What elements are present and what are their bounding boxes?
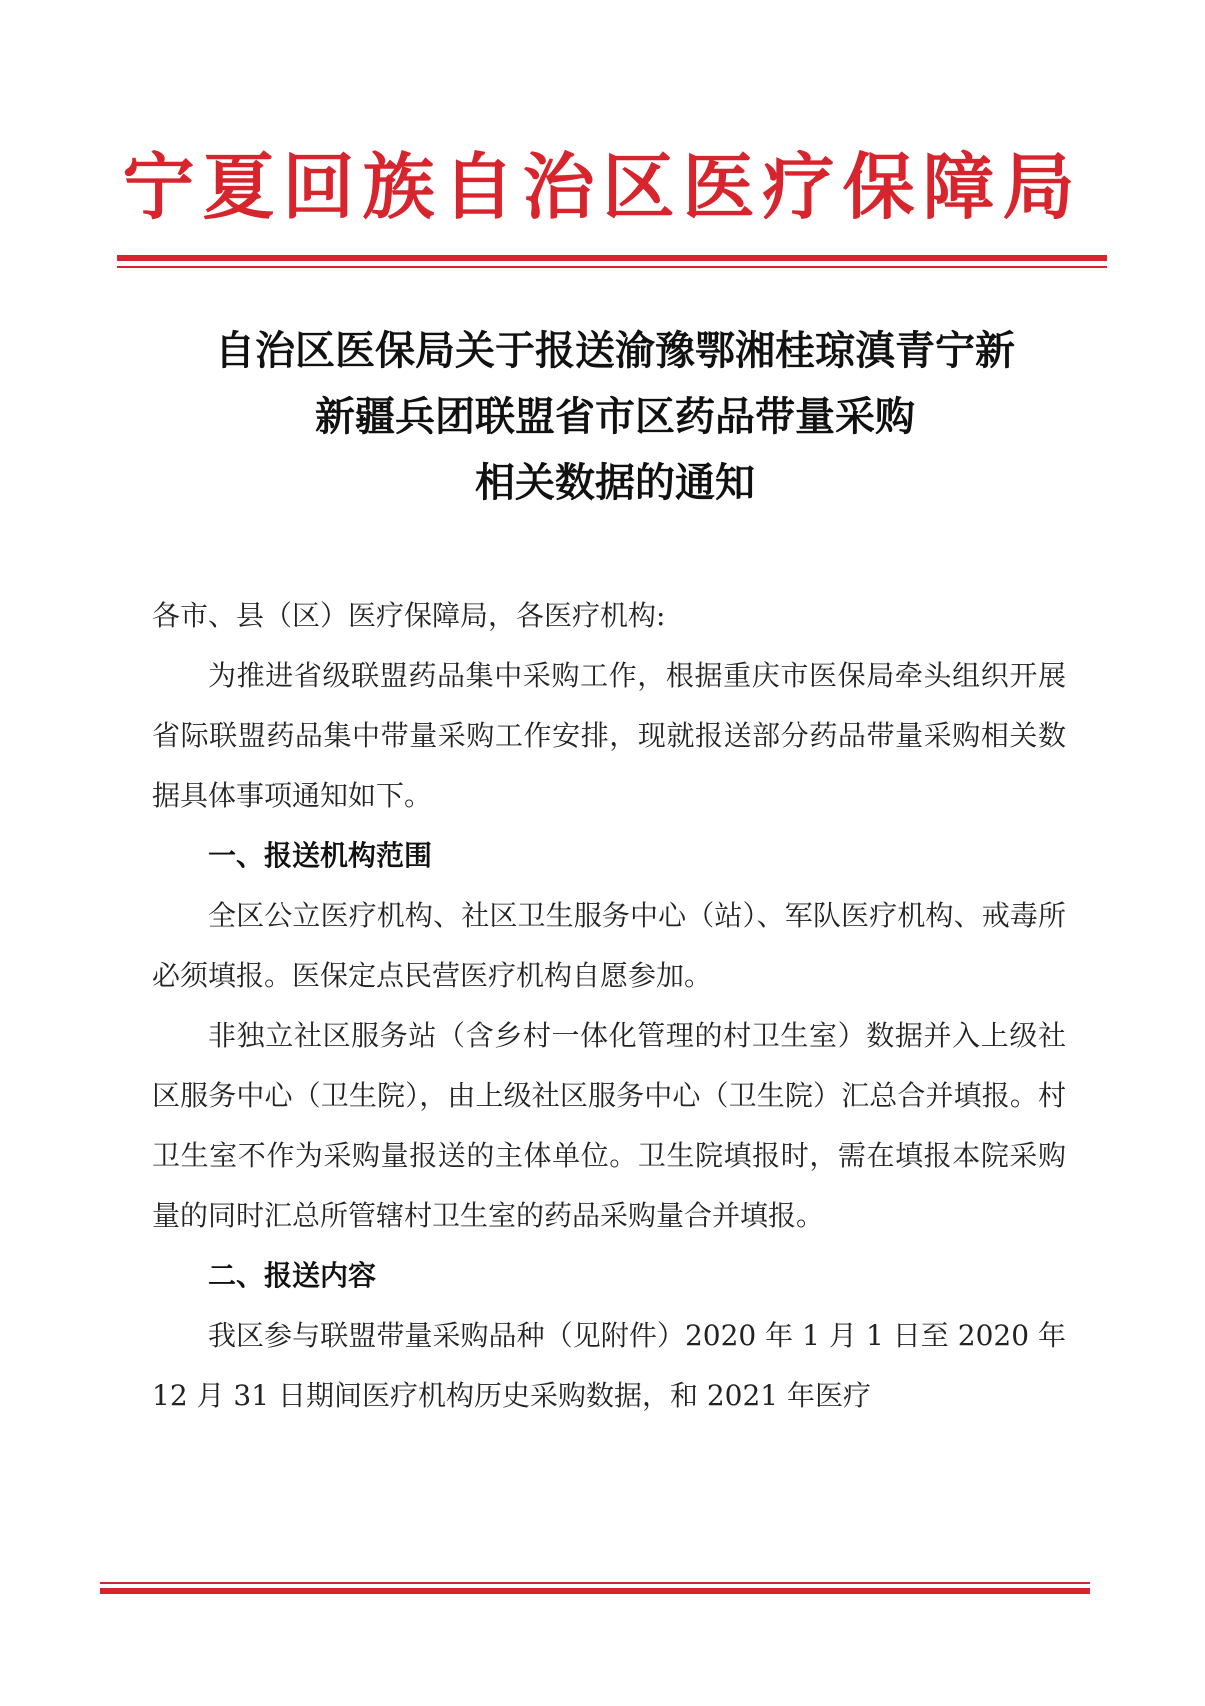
document-title (120, 318, 1110, 516)
masthead-rule-thick (117, 255, 1107, 261)
title-line-2: 新疆兵团联盟省市区药品带量采购 (315, 394, 915, 440)
salutation: 各市、县（区）医疗保障局，各医疗机构: (152, 599, 666, 632)
footer-rule-thin (100, 1582, 1090, 1584)
intro-paragraph: 为推进省级联盟药品集中采购工作，根据重庆市医保局牵头组织开展省际联盟药品集中带量采购工作安排，现就报送部分药品带量采购相关数据具体事项通知如下。 (152, 659, 1066, 812)
section-2-paragraph-1: 我区参与联盟带量采购品种（见附件）2020 年 1 月 1 日至 2020 年 12 月 31 日期间医疗机构历史采购数据，和 2021 年医疗 (152, 1319, 1066, 1412)
document-body (152, 586, 1066, 1426)
section-1-paragraph-2: 非独立社区服务站（含乡村一体化管理的村卫生室）数据并入上级社区服务中心（卫生院），由上级社区服务中心（卫生院）汇总合并填报。村卫生室不作为采购量报送的主体单位。卫生院填报时，需在填报本院采购量的同时汇总所管辖村卫生室的药品采购量合并填报。 (152, 1019, 1066, 1232)
masthead-rule-thin (117, 266, 1107, 268)
title-line-3: 相关数据的通知 (475, 460, 755, 506)
agency-masthead: 宁夏回族自治区医疗保障局 (122, 144, 1083, 229)
section-1-paragraph-1: 全区公立医疗机构、社区卫生服务中心（站）、军队医疗机构、戒毒所必须填报。医保定点民营医疗机构自愿参加。 (152, 899, 1066, 992)
section-1-heading: 一、报送机构范围 (208, 839, 433, 872)
footer-rule-thick (100, 1588, 1090, 1594)
section-2-heading: 二、报送内容 (208, 1259, 377, 1292)
title-line-1: 自治区医保局关于报送渝豫鄂湘桂琼滇青宁新 (215, 328, 1015, 374)
